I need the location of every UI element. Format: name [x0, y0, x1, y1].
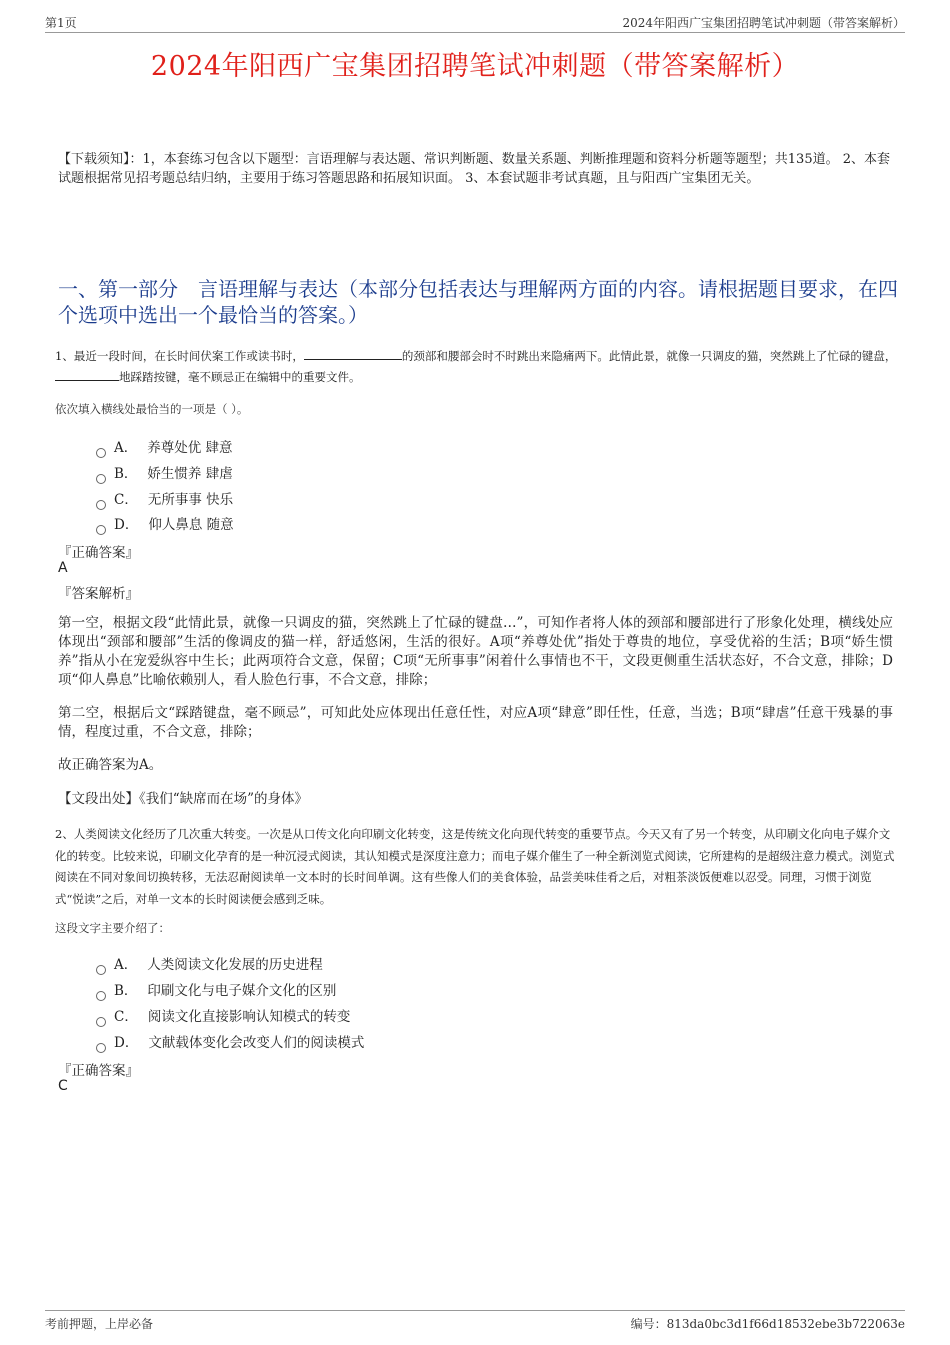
- question-1-option-a[interactable]: A． 养尊处优 肆意: [96, 436, 233, 456]
- radio-button-icon[interactable]: [96, 448, 106, 458]
- section-heading: 一、第一部分 言语理解与表达（本部分包括表达与理解两方面的内容。请根据题目要求，在四个选项中选出一个最恰当的答案。）: [58, 277, 898, 327]
- footer-divider: [45, 1310, 905, 1311]
- question-2-stem: 2、人类阅读文化经历了几次重大转变。一次是从口传文化向印刷文化转变，这是传统文化向现代转变的重要节点。今天又有了另一个转变，从印刷文化向电子媒介文化的转变。比较来说，印刷文化孕育的是一种沉浸式阅读，其认知模式是深度注意力；而电子媒介催生了一种全新浏览式阅读，它所建构的是超级注意力模式。浏览式阅读在不同对象间切换转移，无法忍耐阅读单一文本时的长时间单调。这有些像人们的美食体验，品尝美味佳肴之后，对粗茶淡饭便难以忍受。同理，习惯于浏览式“悦读”之后，对单一文本的长时阅读便会感到乏味。: [55, 827, 895, 906]
- question-1-option-d[interactable]: D． 仰人鼻息 随意: [96, 513, 234, 533]
- question-2-option-c[interactable]: C． 阅读文化直接影响认知模式的转变: [96, 1005, 350, 1025]
- question-1-answer: A: [58, 560, 68, 576]
- radio-button-icon[interactable]: [96, 474, 106, 484]
- header-divider: [45, 32, 905, 33]
- question-1-text-part-2: 的颈部和腰部会时不时跳出来隐痛两下。此情此景，就像一只调皮的猫，突然跳上了忙碌的键盘，: [401, 349, 897, 363]
- header-doc-title: 2024年阳西广宝集团招聘笔试冲刺题（带答案解析）: [622, 16, 905, 30]
- radio-button-icon[interactable]: [96, 965, 106, 975]
- footer-slogan: 考前押题，上岸必备: [45, 1317, 154, 1331]
- question-1-analysis-label: 『答案解析』: [58, 586, 139, 602]
- question-1-text-part-3: 地踩踏按键，毫不顾忌正在编辑中的重要文件。: [119, 370, 361, 384]
- question-1-conclusion: 故正确答案为A。: [58, 757, 163, 773]
- page-title: 2024年阳西广宝集团招聘笔试冲刺题（带答案解析）: [150, 51, 800, 82]
- question-2-option-a[interactable]: A． 人类阅读文化发展的历史进程: [96, 953, 323, 973]
- radio-button-icon[interactable]: [96, 991, 106, 1001]
- radio-button-icon[interactable]: [96, 500, 106, 510]
- question-1-text-part-1: 1、最近一段时间，在长时间伏案工作或读书时，: [55, 349, 304, 363]
- radio-button-icon[interactable]: [96, 525, 106, 535]
- question-1-analysis-paragraph-2: 第二空，根据后文“踩踏键盘，毫不顾忌”，可知此处应体现出任意任性，对应A项“肆意”即任性，任意，当选；B项“肆虐”任意干残暴的事情，程度过重，不合文意，排除；: [58, 705, 893, 740]
- question-2-option-d[interactable]: D． 文献载体变化会改变人们的阅读模式: [96, 1031, 364, 1051]
- question-1-option-c[interactable]: C． 无所事事 快乐: [96, 488, 233, 508]
- question-1-stem: [55, 346, 900, 388]
- header-page-number: 第1页: [45, 16, 77, 30]
- question-1-answer-label: 『正确答案』: [58, 545, 139, 561]
- footer-serial-number: 编号：813da0bc3d1f66d18532ebe3b722063e: [630, 1317, 905, 1331]
- question-1-prompt: 依次填入横线处最恰当的一项是（ ）。: [55, 402, 249, 416]
- question-1-source: 【文段出处】《我们“缺席而在场”的身体》: [58, 791, 309, 807]
- question-2-answer: C: [58, 1078, 68, 1094]
- question-1-option-b[interactable]: B． 娇生惯养 肆虐: [96, 462, 233, 482]
- radio-button-icon[interactable]: [96, 1017, 106, 1027]
- question-2-prompt: 这段文字主要介绍了：: [55, 921, 170, 935]
- question-1-analysis-paragraph-1: 第一空，根据文段“此情此景，就像一只调皮的猫，突然跳上了忙碌的键盘…”，可知作者将人体的颈部和腰部进行了形象化处理，横线处应体现出“颈部和腰部”生活的像调皮的猫一样，舒适悠闲，生活的很好。A项“养尊处优”指处于尊贵的地位，享受优裕的生活；B项“娇生惯养”指从小在宠爱纵容中生长；此两项符合文意，保留；C项“无所事事”闲着什么事情也不干，文段更侧重生活状态好，不合文意，排除；D项“仰人鼻息”比喻依赖别人，看人脸色行事，不合文意，排除；: [58, 615, 893, 688]
- radio-button-icon[interactable]: [96, 1043, 106, 1053]
- fill-blank-1: [304, 347, 402, 360]
- download-notice: 【下载须知】：1，本套练习包含以下题型：言语理解与表达题、常识判断题、数量关系题、判断推理题和资料分析题等题型；共135道。 2、本套试题根据常见招考题总结归纳，主要用于练习答题思路和拓展知识面。 3、本套试题非考试真题，且与阳西广宝集团无关。: [58, 152, 890, 186]
- fill-blank-2: [55, 368, 119, 381]
- question-2-option-b[interactable]: B． 印刷文化与电子媒介文化的区别: [96, 979, 336, 999]
- question-2-answer-label: 『正确答案』: [58, 1063, 139, 1079]
